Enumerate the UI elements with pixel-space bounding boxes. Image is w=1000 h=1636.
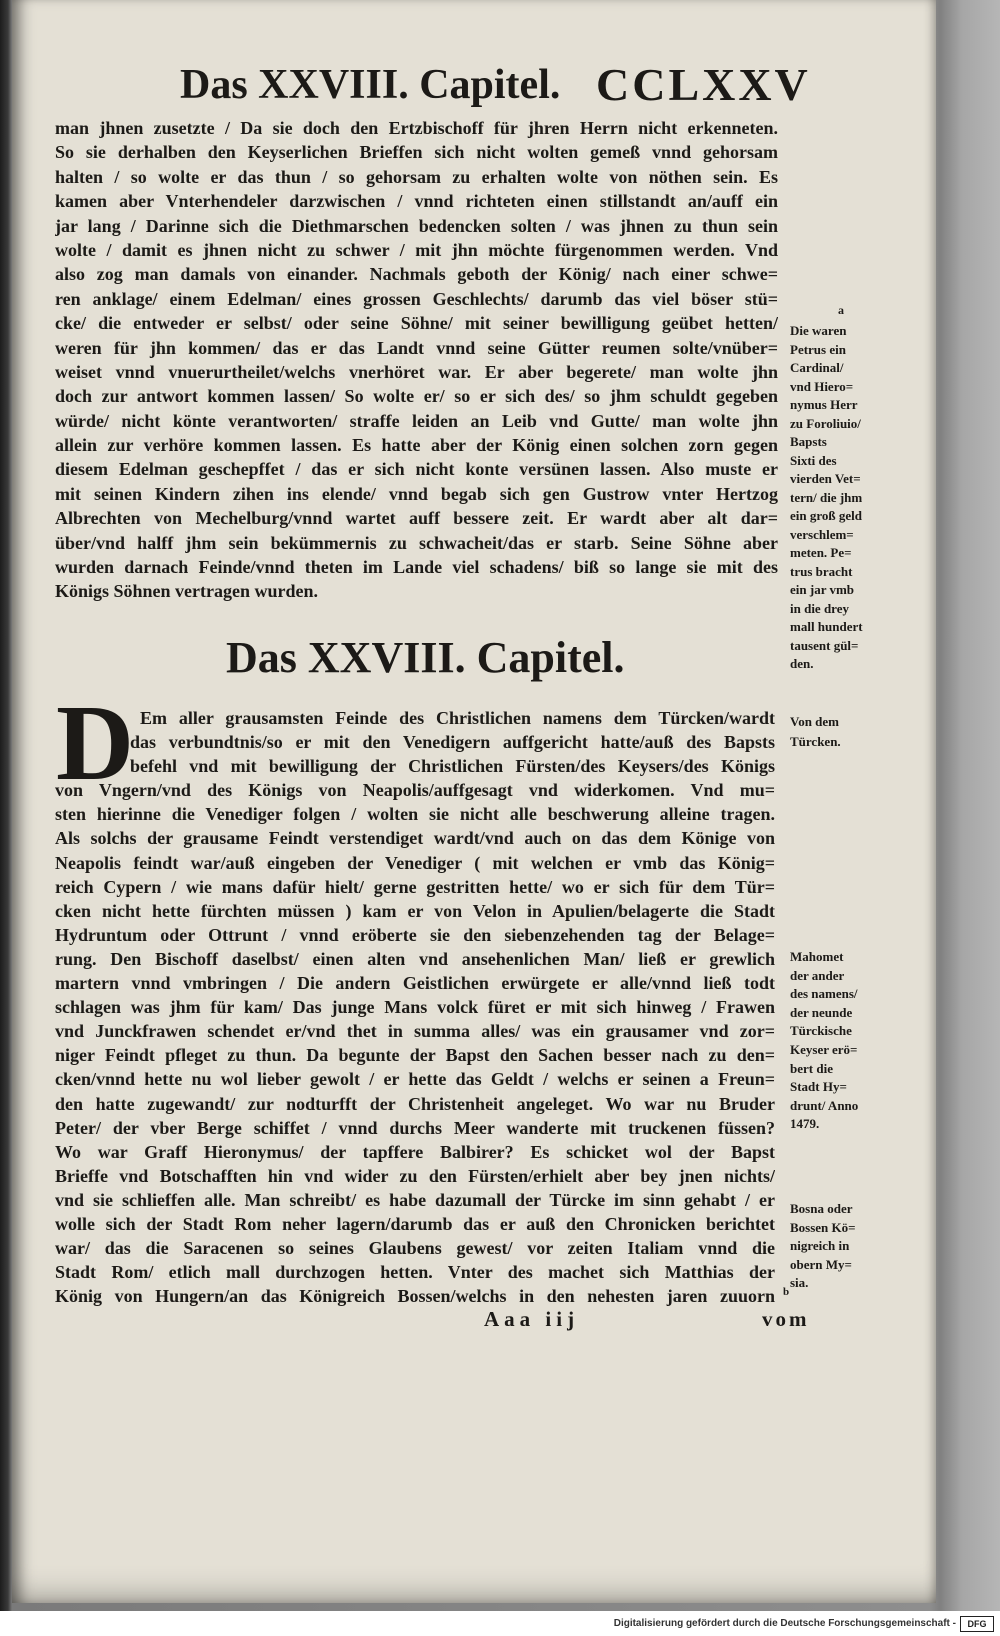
marginal-note (790, 322, 882, 674)
text-line: niger Feindt pfleget zu thun. Da begunte der Bapst den Sachen besser nach zu den= (55, 1045, 775, 1066)
note-line: Stadt Hy= (790, 1079, 847, 1095)
text-line: Brieffe vnd Botschafften hin vnd wider zu den Fürsten/erhielt aber bey jnen nichts/ (55, 1165, 775, 1186)
note-line: des namens/ (790, 986, 858, 1002)
funding-credit: Digitalisierung gefördert durch die Deutsche Forschungsgemeinschaft - (613, 1618, 956, 1629)
text-line: sten hierinne die Venediger folgen / wolten sie nicht alle beschwerung alleine tragen. (55, 804, 775, 825)
note-line: nigreich in (790, 1238, 850, 1253)
note-line: ein jar vmb (790, 582, 855, 597)
text-line: König von Hungern/an das Königreich Bossen/welchs in den nehesten jaren zuuorn (55, 1286, 775, 1307)
text-line: Wo war Graff Hieronymus/ der tapffere Balbirer? Es schicket wol der Bapst (55, 1141, 775, 1162)
text-line: vnd Junckfrawen schendet er/vnd thet in summa alles/ was ein grausamer vnd zor= (55, 1021, 775, 1042)
catchword: vom (762, 1307, 810, 1331)
running-head-title: Das XXVIII. Capitel. (180, 62, 561, 108)
text-line: über/vnd halff jhm sein bekümmernis zu schwacheit/das er starb. Seine Söhne aber (55, 532, 778, 553)
note-line: vnd Hiero= (790, 378, 854, 394)
text-line: weren für jhn kommen/ das er das Landt vnnd seine Gütter reumen solte/vnüber= (55, 337, 778, 358)
note-line: den. (790, 656, 814, 671)
text-line: kamen aber Vnterhendeler darzwischen / vnnd richteten einen stillstandt an/auff ein (55, 191, 778, 212)
text-line: Als solchs der grausame Feindt verstendiget wardt/vnd auch on das dem Könige von (55, 828, 775, 849)
text-line: man jhnen zusetzte / Da sie doch den Ertzbischoff für jhren Herrn nicht erkenneten. (55, 118, 778, 138)
text-line: doch zur antwort kommen lassen/ So wolte er/ so er sich des/ so jhm schuldt gegeben (55, 386, 778, 407)
text-line: cke/ die entweder er selbst/ oder seine Söhne/ mit seiner bewilligung geübet hetten/ (55, 313, 778, 334)
text-line: Neapolis feindt war/auß eingeben der Venediger ( mit welchen er vmb das König= (55, 852, 775, 873)
note-line: tausent gül= (790, 637, 859, 653)
note-line: bert die (790, 1060, 833, 1076)
text-line: Albrechten von Mechelburg/vnnd wartet auff bessere zeit. Er wardt aber alt dar= (55, 508, 778, 529)
text-line: wolte / damit es jhnen nicht zu schwer / mit jhn möchte fürgenommen werden. Vnd (55, 239, 778, 260)
footer-bar (0, 1611, 1000, 1636)
note-line: Mahomet (790, 949, 844, 964)
text-line: mit seinen Kindern zihen ins elende/ vnnd begab sich gen Gustrow vnter Hertzog (55, 483, 778, 504)
note-line: ein groß geld (790, 508, 862, 523)
note-line: obern My= (790, 1256, 852, 1272)
footnote-marker: b (783, 1286, 790, 1298)
note-line: 1479. (790, 1116, 820, 1132)
note-line: Bossen Kö= (790, 1219, 856, 1235)
note-line: Von dem (790, 714, 840, 729)
text-line: ren anklage/ einem Edelman/ eines grossen Geschlechts/ darumb das viel böser stü= (55, 288, 778, 309)
text-line: Königs Söhnen vertragen wurden. (55, 581, 319, 602)
text-block-chapter-end (55, 116, 778, 604)
text-line: war/ das die Saracenen so seines Glaubens gewest/ vor zeiten Italiam vnnd die (55, 1238, 775, 1259)
text-line: martern vnnd vmbringen / Die andern Geistlichen erwürgete er alle/vnnd ließ todt (55, 973, 775, 994)
text-line: jar lang / Darinne sich die Diethmarschen bedencken solten / was jhnen zu thun sein (55, 215, 778, 236)
text-line: Hydruntum oder Ottrunt / vnnd eröberte sie den siebenzehenden tag der Belage= (55, 924, 775, 945)
note-line: Türckische (790, 1023, 852, 1039)
note-line: Bapsts (790, 434, 827, 449)
text-line: schlagen was jhm für kam/ Das junge Mans volck füret er mit sich hinweg / Frawen (55, 997, 775, 1018)
note-line: Cardinal/ (790, 360, 844, 375)
note-line: vierden Vet= (790, 471, 861, 486)
folio-number: CCLXXV (596, 59, 811, 110)
text-line: rung. Den Bischoff daselbst/ einen alten vnd ansehenlichen Man/ ließ er grewlich (55, 948, 775, 969)
note-line: mall hundert (790, 619, 863, 634)
text-line: allein zur verhöre kommen lassen. Es hatte aber der König einen solchen zorn gegen (55, 435, 778, 456)
note-line: sia. (790, 1275, 809, 1290)
text-line: diesem Edelman geschepffet / das er sich nicht konte versünen lassen. Also muste er (55, 459, 778, 480)
note-line: Sixti des (790, 452, 837, 468)
note-line: tern/ die jhm (790, 489, 863, 505)
text-line: das verbundtnis/so er mit den Venedigern auffgericht hatte/auß des Bapsts (130, 732, 775, 753)
text-line: So sie derhalben den Keyserlichen Brieffen sich nicht wolten gemeß vnnd gehorsam (55, 142, 778, 163)
text-line: von Vngern/vnd des Königs von Neapolis/auffgesagt vnd widerkomen. Vnd mu= (55, 780, 775, 801)
text-line: befehl vnd mit bewilligung der Christlichen Fürsten/des Keysers/des Königs (130, 756, 775, 777)
footnote-marker: a (838, 303, 844, 317)
text-line: weiset vnnd vnuerurtheilet/welchs vnerhöret war. Er aber begerete/ man wolte jhn (55, 361, 778, 382)
text-line: wolle sich der Stadt Rom neher lagern/darumb das er auß den Chronicken berichtet (55, 1213, 775, 1234)
text-line: würde/ nicht könte verantworten/ straffe leiden an Leib vnd Gutte/ man wolte jhn (55, 410, 778, 431)
note-line: der ander (790, 967, 845, 983)
text-line: cken nicht hette fürchten müssen ) kam er von Velon in Apulien/belagerte die Stadt (55, 900, 775, 921)
note-line: der neunde (790, 1004, 853, 1020)
text-block-chapter-start (55, 706, 775, 1308)
chapter-heading: Das XXVIII. Capitel. (226, 633, 625, 682)
note-line: nymus Herr (790, 397, 858, 412)
note-line: meten. Pe= (790, 545, 852, 560)
text-line: den hatte zugewandt/ zur nodturfft der Christenheit angeleget. Wo war nu Bruder (55, 1093, 775, 1114)
note-line: Bosna oder (790, 1201, 853, 1216)
text-line: also zog man damals von einander. Nachmals geboth der König/ nach einer schwe= (55, 264, 778, 285)
text-line: Peter/ der vber Berge schiffet / vnnd durchs Meer wanderte mit truckenen füssen? (55, 1117, 775, 1138)
note-line: Die waren (790, 323, 847, 338)
note-line: drunt/ Anno (790, 1097, 859, 1113)
text-line: halten / so wolte er das thun / so gehorsam zu erhalten wolte von nöthen sein. Es (55, 166, 778, 187)
text-line: reich Cypern / wie mans dafür hielt/ gerne gestritten hette/ wo er sich für dem Tür= (55, 876, 775, 897)
note-line: zu Foroliuio/ (790, 415, 861, 431)
drop-cap-initial: D (56, 684, 134, 803)
note-line: Keyser erö= (790, 1041, 858, 1057)
dfg-logo: DFG (960, 1616, 994, 1632)
note-line: Türcken. (790, 734, 841, 749)
note-line: in die drey (790, 600, 849, 616)
note-line: verschlem= (790, 526, 854, 542)
note-line: trus bracht (790, 563, 853, 579)
text-line: vnd sie schlieffen alle. Man schreibt/ es habe dazumall der Türcke im sinn gehabt / er (55, 1189, 775, 1210)
text-line: cken/vnnd hette nu wol lieber gewolt / er hette das Geldt / welchs er seinen a Freun= (55, 1069, 775, 1090)
marginal-note (790, 712, 882, 752)
text-line: Stadt Rom/ etlich mall durchzogen hetten. Vnter des machet sich Matthias der (55, 1262, 775, 1283)
marginal-note (790, 1200, 882, 1293)
note-line: Petrus ein (790, 341, 846, 357)
text-line: Em aller grausamsten Feinde des Christlichen namens dem Türcken/wardt (140, 708, 775, 728)
marginal-note (790, 948, 882, 1134)
text-line: wurden darnach Feinde/vnnd theten im Lande viel schadens/ biß so lange sie mit des (55, 557, 778, 578)
signature-mark: Aaa iij (484, 1307, 580, 1331)
